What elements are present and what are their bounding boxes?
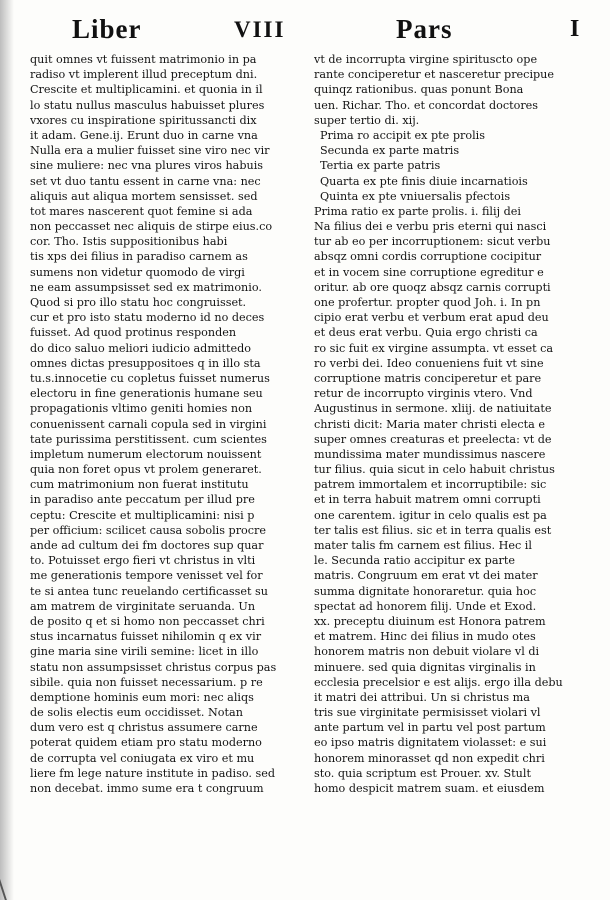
text-line-left: it adam. Gene.ij. Erunt duo in carne vna [30, 128, 258, 142]
text-line-right: cipio erat verbu et verbum erat apud deu [314, 311, 549, 325]
text-line-left: de solis electis eum occidisset. Notan [30, 706, 243, 720]
left-text-column [30, 52, 306, 796]
text-line-left: in paradiso ante peccatum per illud pre [30, 493, 255, 507]
text-line-right: et in vocem sine corruptione egreditur e [314, 265, 544, 279]
text-line-left: dum vero est q christus assumere carne [30, 721, 258, 735]
text-line-left: ande ad cultum dei fm doctores sup quar [30, 539, 264, 552]
text-line-right: rante conciperetur et nasceretur precipue [314, 68, 555, 82]
text-line-right: Quinta ex pte vniuersalis pfectois [320, 189, 511, 203]
running-header [0, 14, 610, 54]
text-line-left: vxores cu inspiratione spiritussancti dix [30, 113, 257, 127]
text-line-left: to. Potuisset ergo fieri vt christus in vlti [30, 554, 256, 568]
text-line-right: sto. quia scriptum est Prouer. xv. Stult [314, 766, 531, 780]
text-line-right: retur de incorrupto virginis vtero. Vnd [314, 387, 533, 401]
text-line-left: demptione hominis eum mori: nec aliqs [30, 690, 254, 704]
text-line-left: quia non foret opus vt prolem generaret. [30, 463, 262, 477]
text-line-left: quit omnes vt fuissent matrimonio in pa [30, 53, 257, 66]
text-line-right: ter talis est filius. sic et in terra qualis est [314, 523, 552, 537]
text-line-left: ceptu: Crescite et multiplicamini: nisi p [30, 508, 255, 522]
header-book-number: VIII [234, 17, 286, 42]
text-line-left: radiso vt implerent illud preceptum dni. [30, 68, 258, 82]
text-line-left: sine muliere: nec vna plures viros habuis [30, 159, 264, 173]
page-gutter-shadow [0, 0, 14, 900]
text-line-right: Tertia ex parte patris [320, 159, 441, 173]
header-liber: Liber [72, 14, 142, 44]
text-line-right: christi dicit: Maria mater christi electa e [314, 417, 545, 431]
text-line-right: super tertio di. xij. [314, 113, 420, 127]
text-line-right: Prima ratio ex parte prolis. i. filij dei [314, 204, 521, 218]
text-line-left: tis xps dei filius in paradiso carnem as [30, 250, 248, 264]
text-line-right: xx. preceptu diuinum est Honora patrem [314, 614, 546, 628]
text-line-right: Prima ro accipit ex pte prolis [320, 128, 485, 142]
text-line-right: eo ipso matris dignitatem violasset: e sui [314, 736, 547, 750]
text-line-right: tris sue virginitate permisisset violari vl [314, 706, 541, 720]
page-edge-mark [0, 870, 27, 900]
text-line-right: matris. Congruum em erat vt dei mater [314, 569, 538, 583]
text-line-left: sibile. quia non fuisset necessarium. p re [30, 675, 263, 689]
text-line-left: Nulla era a mulier fuisset sine viro nec vir [30, 144, 270, 158]
text-line-right: quinqz rationibus. quas ponunt Bona [314, 83, 524, 97]
text-line-right: corruptione matris conciperetur et pare [314, 371, 542, 385]
text-line-right: summa dignitate honoraretur. quia hoc [314, 584, 537, 598]
text-line-right: le. Secunda ratio accipitur ex parte [314, 554, 515, 568]
text-line-left: propagationis vltimo geniti homies non [30, 402, 253, 416]
text-line-right: one carentem. igitur in celo qualis est pa [314, 508, 547, 522]
text-line-left: non decebat. immo sume era t congruum [30, 782, 264, 795]
text-line-left: omnes dictas presuppositoes q in illo sta [30, 356, 261, 370]
text-line-left: aliquis aut aliqua mortem sensisset. sed [30, 189, 258, 203]
text-line-right: super omnes creaturas et preelecta: vt de [314, 432, 552, 446]
text-line-left: tate purissima perstitissent. cum scientes [30, 432, 267, 446]
text-line-left: poterat quidem etiam pro statu moderno [30, 736, 262, 750]
text-line-right: minuere. sed quia dignitas virginalis in [314, 660, 536, 674]
text-line-right: honorem minorasset qd non expedit chri [314, 751, 545, 765]
text-line-right: homo despicit matrem suam. et eiusdem [314, 782, 545, 795]
text-line-right: tur filius. quia sicut in celo habuit christus [314, 463, 555, 477]
text-line-left: gine maria sine virili semine: licet in illo [30, 645, 259, 659]
text-line-left: am matrem de virginitate seruanda. Un [30, 599, 256, 613]
text-line-left: cum matrimonium non fuerat institutu [30, 478, 249, 492]
text-line-right: one profertur. propter quod Joh. i. In pn [314, 296, 541, 309]
text-line-left: tu.s.innocetie cu copletus fuisset numerus [30, 371, 270, 385]
text-line-left: cor. Tho. Istis suppositionibus habi [30, 235, 228, 249]
text-line-left: stus incarnatus fuisset nihilomin q ex vir [30, 630, 262, 644]
text-line-right: patrem immortalem et incorruptibile: sic [314, 478, 547, 492]
header-part-number: I [570, 16, 581, 42]
text-line-left: liere fm lege nature institute in padiso. sed [30, 766, 276, 780]
text-line-right: ro verbi dei. Ideo conueniens fuit vt sine [314, 356, 544, 370]
header-pars: Pars [396, 14, 453, 44]
text-line-right: ante partum vel in partu vel post partum [314, 721, 546, 735]
text-line-right: et matrem. Hinc dei filius in mudo otes [314, 630, 536, 644]
text-line-left: te si antea tunc reuelando certificasset su [30, 584, 269, 598]
text-line-right: Augustinus in sermone. xliij. de natiuitate [314, 402, 552, 416]
text-line-right: spectat ad honorem filij. Unde et Exod. [314, 599, 537, 613]
text-line-left: fuisset. Ad quod protinus responden [30, 326, 237, 340]
text-line-left: conuenissent carnali copula sed in virgini [30, 417, 267, 431]
text-line-right: uen. Richar. Tho. et concordat doctores [314, 98, 539, 112]
text-line-left: tot mares nascerent quot femine si ada [30, 204, 253, 218]
text-line-left: do dico saluo meliori iudicio admittedo [30, 341, 252, 355]
text-line-right: et deus erat verbu. Quia ergo christi ca [314, 326, 538, 340]
right-text-column [314, 52, 596, 796]
text-line-right: tur ab eo per incorruptionem: sicut verbu [314, 235, 551, 249]
text-line-left: de posito q et si homo non peccasset chri [30, 614, 265, 628]
text-line-right: mundissima mater mundissimus nascere [314, 447, 546, 461]
text-line-right: Secunda ex parte matris [320, 144, 460, 158]
text-line-left: electoru in fine generationis humane seu [30, 387, 263, 401]
text-line-right: ecclesia precelsior e est alijs. ergo illa debu [314, 675, 563, 689]
text-line-left: impletum numerum electorum nouissent [30, 447, 262, 461]
text-line-left: sumens non videtur quomodo de virgi [30, 265, 245, 279]
text-line-right: vt de incorrupta virgine spirituscto ope [314, 53, 538, 66]
text-line-left: Quod si pro illo statu hoc congruisset. [30, 296, 247, 309]
text-line-right: Na filius dei e verbu pris eterni qui nasci [314, 220, 547, 234]
text-line-right: Quarta ex pte finis diuie incarnatiois [320, 174, 528, 188]
text-line-right: ro sic fuit ex virgine assumpta. vt esset ca [314, 341, 554, 355]
text-line-right: et in terra habuit matrem omni corrupti [314, 493, 541, 507]
text-line-left: per officium: scilicet causa sobolis procre [30, 523, 267, 537]
text-line-left: statu non assumpsisset christus corpus pas [30, 660, 277, 674]
text-line-right: mater talis fm carnem est filius. Hec il [314, 539, 532, 552]
text-line-left: lo statu nullus masculus habuisset plures [30, 98, 265, 112]
text-line-left: de corrupta vel coniugata ex viro et mu [30, 751, 255, 765]
text-line-left: cur et pro isto statu moderno id no deces [30, 311, 265, 325]
text-line-right: honorem matris non debuit violare vl di [314, 645, 540, 659]
text-line-right: it matri dei attribui. Un si christus ma [314, 690, 530, 704]
text-line-left: non peccasset nec aliquis de stirpe eius.co [30, 220, 273, 234]
text-line-left: Crescite et multiplicamini. et quonia in il [30, 83, 263, 97]
text-line-left: set vt duo tantu essent in carne vna: nec [30, 174, 261, 188]
text-line-left: ne eam assumpsisset sed ex matrimonio. [30, 280, 262, 294]
text-line-right: absqz omni cordis corruptione cocipitur [314, 250, 542, 264]
text-line-left: me generationis tempore venisset vel for [30, 569, 263, 583]
text-line-right: oritur. ab ore quoqz absqz carnis corrupti [314, 280, 551, 294]
